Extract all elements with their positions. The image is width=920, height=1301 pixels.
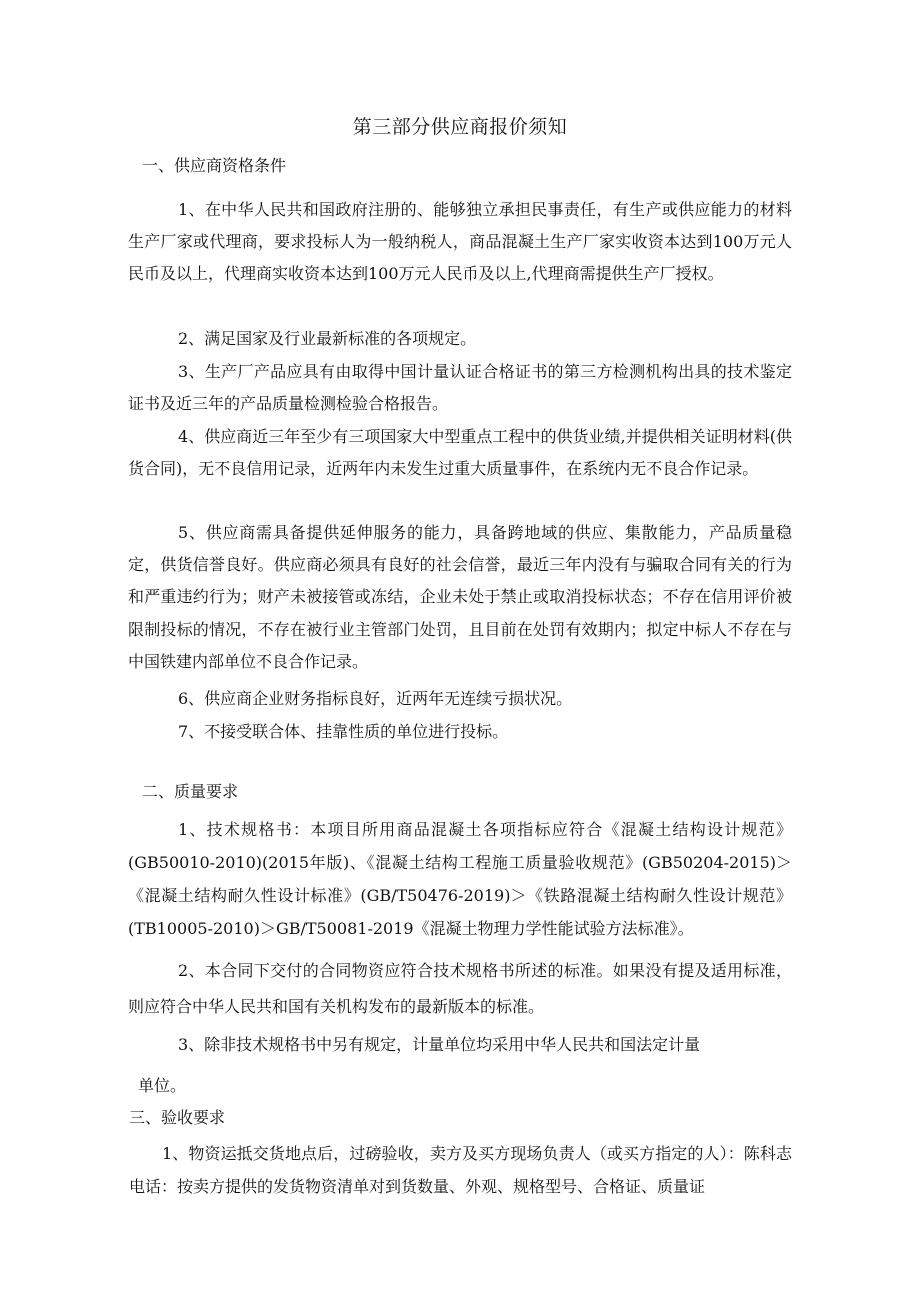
quality-item-3: 3、除非技术规格书中另有规定，计量单位均采用中华人民共和国法定计量 — [178, 1035, 701, 1054]
quality-item-3-continued: 单位。 — [138, 1076, 187, 1095]
section-heading-quality: 二、质量要求 — [142, 782, 239, 801]
section-heading-qualifications: 一、供应商资格条件 — [142, 156, 287, 175]
qualification-item-2: 2、满足国家及行业最新标准的各项规定。 — [178, 329, 477, 348]
document-title: 第三部分供应商报价须知 — [352, 116, 568, 138]
qualification-item-3: 3、生产厂产品应具有由取得中国计量认证合格证书的第三方检测机构出具的技术鉴定证书及近三年的产品质量检测检验合格报告。 — [128, 362, 792, 414]
quality-item-1: 1、技术规格书：本项目所用商品混凝土各项指标应符合《混凝土结构设计规范》(GB50010-2010)(2015年版)、《混凝土结构工程施工质量验收规范》(GB50204-2015)＞《混凝土结构耐久性设计标准》(GB/T50476-2019)＞《铁路混凝土结构耐久性设计规范》(TB10005-2010)＞GB/T50081-2019《混凝土物理力学性能试验方法标准》。 — [128, 820, 792, 938]
acceptance-item-1: 1、物资运抵交货地点后，过磅验收，卖方及买方现场负责人（或买方指定的人）：陈科志电话：按卖方提供的发货物资清单对到货数量、外观、规格型号、合格证、质量证 — [129, 1144, 792, 1196]
qualification-item-7: 7、不接受联合体、挂靠性质的单位进行投标。 — [178, 722, 509, 741]
section-heading-acceptance: 三、验收要求 — [129, 1108, 226, 1127]
qualification-item-6: 6、供应商企业财务指标良好，近两年无连续亏损状况。 — [178, 689, 573, 708]
quality-item-2: 2、本合同下交付的合同物资应符合技术规格书所述的标准。如果没有提及适用标准，则应符合中华人民共和国有关机构发布的最新版本的标准。 — [128, 961, 792, 1016]
qualification-item-4: 4、供应商近三年至少有三项国家大中型重点工程中的供货业绩,并提供相关证明材料(供货合同)，无不良信用记录，近两年内未发生过重大质量事件，在系统内无不良合作记录。 — [128, 427, 792, 479]
qualification-item-5: 5、供应商需具备提供延伸服务的能力，具备跨地域的供应、集散能力，产品质量稳定，供货信誉良好。供应商必须具有良好的社会信誉，最近三年内没有与骗取合同有关的行为和严重违约行为；财产未被接管或冻结，企业未处于禁止或取消投标状态；不存在信用评价被限制投标的情况，不存在被行业主管部门处罚，且目前在处罚有效期内；拟定中标人不存在与中国铁建内部单位不良合作记录。 — [128, 523, 792, 671]
qualification-item-1: 1、在中华人民共和国政府注册的、能够独立承担民事责任，有生产或供应能力的材料生产厂家或代理商，要求投标人为一般纳税人，商品混凝土生产厂家实收资本达到100万元人民币及以上，代理商实收资本达到100万元人民币及以上,代理商需提供生产厂授权。 — [128, 200, 792, 284]
